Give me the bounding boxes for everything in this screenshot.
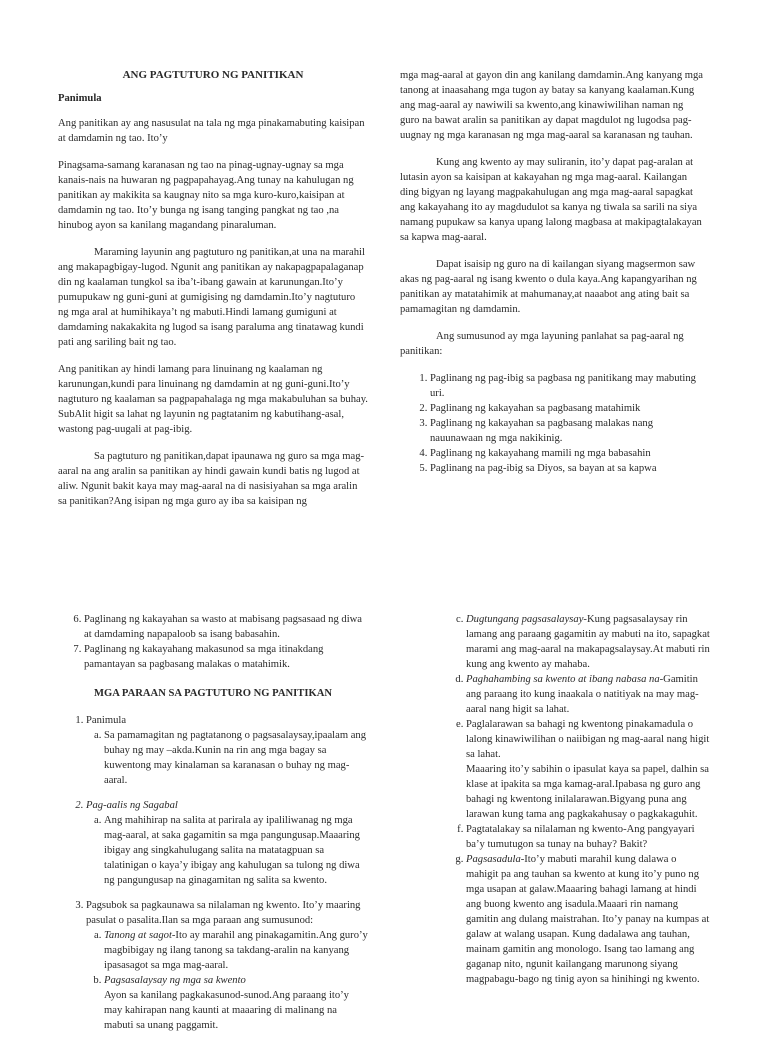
list-item-label: Pag-aalis ng Sagabal bbox=[86, 800, 178, 811]
list-item-label: Panimula bbox=[86, 715, 127, 726]
column-three bbox=[58, 612, 368, 1043]
paragraph: Pinagsama-samang karanasan ng tao na pinag-ugnay-ugnay sa mga kanais-nais na huwaran ng pagpapahayag.Ang tunay na kahulugan ng panitikan ay makikita sa kaugnay nito sa mga kuro-kuro,kaisipan at damdamin ng tao. Ito’y bunga ng isang tanging pangkat ng tao ,na hinubog ayon sa kanilang magandang pinaraluman. bbox=[58, 160, 354, 231]
list-item: 1. Paglinang ng pag-ibig sa pagbasa ng panitikang may mabuting uri. bbox=[430, 371, 705, 401]
list-item: 4. Paglinang ng kakayahang mamili ng mga babasahin bbox=[430, 446, 705, 461]
list-item: 7. Paglinang ng kakayahang makasunod sa mga itinakdang pamantayan sa pagbasang malakas o matahimik. bbox=[84, 642, 368, 672]
sub-item-title: Dugtungang pagsasalaysay bbox=[466, 614, 584, 625]
section-heading-mga-paraan: MGA PARAAN SA PAGTUTURO NG PANITIKAN bbox=[93, 688, 333, 699]
document-title: ANG PAGTUTURO NG PANITIKAN bbox=[122, 69, 304, 81]
section-heading-panimula: Panimula bbox=[58, 93, 102, 104]
sub-item-text: Pagtatalakay sa nilalaman ng kwento-Ang pangyayari ba’y tumutugon sa tunay na buhay? Bakit? bbox=[466, 824, 695, 850]
sub-list-item bbox=[466, 672, 710, 717]
list-item bbox=[86, 798, 368, 888]
sub-item-text: -Gamitin ang paraang ito kung inaakala o natitiyak na may mag-aaral nang higit sa lahat. bbox=[466, 674, 699, 715]
list-item bbox=[86, 898, 368, 1033]
sub-item-title: Paghahambing sa kwento at ibang nabasa na bbox=[466, 674, 660, 685]
sub-list-item bbox=[466, 822, 710, 852]
sub-list-item: a. Sa pamamagitan ng pagtatanong o pagsasalaysay,ipaalam ang buhay ng may –akda.Kunin na rin ang mga bagay sa kuwentong may kinalaman sa karanasan o buhay ng mag-aaral. bbox=[104, 728, 368, 788]
column-one bbox=[58, 68, 368, 521]
paragraph: Sa pagtuturo ng panitikan,dapat ipaunawa ng guro sa mga mag-aaral na ang aralin sa panitikan ay hindi gawain kundi batis ng lugod at aliw. Ngunit bakit kaya may mag-aaral na di nasisiyahan sa mga aralin sa panitikan?Ang isipan ng mga guro ay iba sa kaisipan ng bbox=[58, 451, 365, 507]
list-item-label: Pagsubok sa pagkaunawa sa nilalaman ng kwento. Ito’y maaring pasulat o pasalita.Ilan sa mga paraan ang sumusunod: bbox=[86, 900, 361, 926]
sub-item-text: -Ito’y mabuti marahil kung dalawa o mahigit pa ang tauhan sa kwento at kung ito’y puno ng mga usapan at galaw.Maaaring bahagi lamang at hindi ang buong kwento ang isadula.Maaari rin namang gamitin ang dulang maistrahan. Ito’y panay na kumpas at galaw at walang usapan. Kung dadalawa ang tauhan, mainam gamitin ang monologo. Isang tao lamang ang gaganap nito, ngunit kailangang marunong siyang magpabagu-bago ng tinig ayon sa hinihingi ng kwento. bbox=[466, 854, 710, 985]
sub-list bbox=[86, 813, 368, 888]
sub-list-item bbox=[104, 928, 368, 973]
sub-item-text: -Ito ay marahil ang pinakagamitin.Ang guro’y magbibigay ng ilang tanong sa takdang-aralin na kanyang ipasasagot sa mga mag-aaral. bbox=[104, 930, 368, 971]
sub-item-text: -Kung pagsasalaysay rin lamang ang paraang gagamitin ay mabuti na ito, sapagkat marami ang mag-aaral na makapagsalaysay.At mabuti rin kung ang kwento ay mahaba. bbox=[466, 614, 710, 670]
sub-item-text: Paglalarawan sa bahagi ng kwentong pinakamadula o lalong kinawiwilihan o naiibigan ng mag-aaral nang higit sa lahat. bbox=[466, 719, 710, 760]
sub-item-title: Tanong at sagot bbox=[104, 930, 172, 941]
list-item: 6. Paglinang ng kakayahan sa wasto at mabisang pagsasaad ng diwa at damdaming napapaloob sa isang babasahin. bbox=[84, 612, 368, 642]
paragraph: mga mag-aaral at gayon din ang kanilang damdamin.Ang kanyang mga tanong at inaasahang mga tugon ay batay sa kanyang kaalaman.Kung ang mag-aaral ay nawiwili sa kwento,ang kinawiwilihan naman ng guro na bawat aralin sa panitikan ay dapat magdulot ng lugodsa pag-uugnay ng mga karanasan ng mga mag-aaral sa karanasan ng tauhan. bbox=[400, 70, 704, 141]
sub-item-title: Pagsasalaysay ng mga sa kwento bbox=[104, 975, 246, 986]
sub-list bbox=[86, 928, 368, 1033]
sub-list-item bbox=[104, 973, 368, 1033]
sub-item-text: Ayon sa kanilang pagkakasunod-sunod.Ang paraang ito’y may kahirapan nang kaunti at maaaring di malinang na mabuti sa unang paggamit. bbox=[104, 990, 349, 1031]
list-item bbox=[86, 713, 368, 788]
paragraph: Maraming layunin ang pagtuturo ng panitikan,at una na marahil ang makapagbigay-lugod. Ngunit ang panitikan ay nakapagpapalaganap din ng kaalaman tungkol sa iba’t-ibang gawain at karunungan.Ito’y pumupukaw ng guni-guni at gumigising ng damdamin.Ito’y nagtuturo ng mga aral at humihikaya’t ng mabuti.Hindi lamang gumiguni at damdaming nakakakita ng lugod sa isang paraluma ang tinatawag kundi pati ang sariling bait ng tao. bbox=[58, 247, 365, 348]
sub-item-title: Pagsasadula bbox=[466, 854, 521, 865]
sub-list-item: a. Ang mahihirap na salita at parirala ay ipaliliwanag ng mga mag-aaral, at saka gagamitin sa mga pangungusap.Maaaring ibigay ang singkahulugang salita na matatagpuan sa talatinigan o kaya’y ibigay ang kahulugan sa tulong ng diwa ng pangungusap na ginagamitan ng salita sa kwento. bbox=[104, 813, 368, 888]
objectives-list bbox=[400, 371, 705, 476]
paragraph: Ang panitikan ay ang nasusulat na tala ng mga pinakamabuting kaisipan at damdamin ng tao. Ito’y bbox=[58, 118, 365, 144]
methods-sub-list-continued bbox=[448, 612, 710, 987]
sub-list-item bbox=[466, 852, 710, 987]
sub-list-item bbox=[466, 612, 710, 672]
sub-list bbox=[86, 728, 368, 788]
column-two bbox=[400, 68, 705, 486]
paragraph: Kung ang kwento ay may suliranin, ito’y dapat pag-aralan at lutasin ayon sa kaisipan at kakayahan ng mga mag-aaral. Kailangan ding bigyan ng layang magpakahulugan ang mga mag-aaral sapagkat ang kakayahang ito ay magdudulot sa kanya ng tiwala sa sarili na siya namang pupukaw sa kanya upang lalong magbasa at makipagtalakayan sa kapwa mag-aaral. bbox=[400, 157, 702, 243]
objectives-list-continued bbox=[58, 612, 368, 672]
sub-item-extra: Maaaring ito’y sabihin o ipasulat kaya sa papel, dalhin sa klase at ipakita sa mga kamag-aral.Ipabasa ng guro ang bahagi ng kwentong inilalarawan.Bigyang puna ang larawan kung tama ang pagkakahusay o pagkakaguhit. bbox=[466, 764, 709, 820]
paragraph: Dapat isaisip ng guro na di kailangan siyang magsermon saw akas ng pag-aaral ng isang kwento o dula kaya.Ang kapangyarihan ng panitikan ay matatahimik at mahumanay,at naaabot ang ating bait sa pamamagitan ng damdamin. bbox=[400, 259, 697, 315]
column-four bbox=[448, 612, 710, 997]
methods-list bbox=[58, 713, 368, 1033]
list-item: 3. Paglinang ng kakayahan sa pagbasang malakas nang nauunawaan ng mga nakikinig. bbox=[430, 416, 705, 446]
list-item: 2. Paglinang ng kakayahan sa pagbasang matahimik bbox=[430, 401, 705, 416]
sub-list-item bbox=[466, 717, 710, 822]
paragraph: Ang sumusunod ay mga layuning panlahat sa pag-aaral ng panitikan: bbox=[400, 331, 684, 357]
list-item: 5. Paglinang na pag-ibig sa Diyos, sa bayan at sa kapwa bbox=[430, 461, 705, 476]
paragraph: Ang panitikan ay hindi lamang para linuinang ng kaalaman ng karunungan,kundi para linuinang ng damdamin at ng guni-guni.Ito’y nagtuturo ng kaalaman sa pagpapahalaga ng mga makabuluhan sa buhay. SubAlit higit sa lahat ng layunin ng pagtatanim ng kabutihang-asal, wastong pag-uugali at pag-ibig. bbox=[58, 364, 368, 435]
